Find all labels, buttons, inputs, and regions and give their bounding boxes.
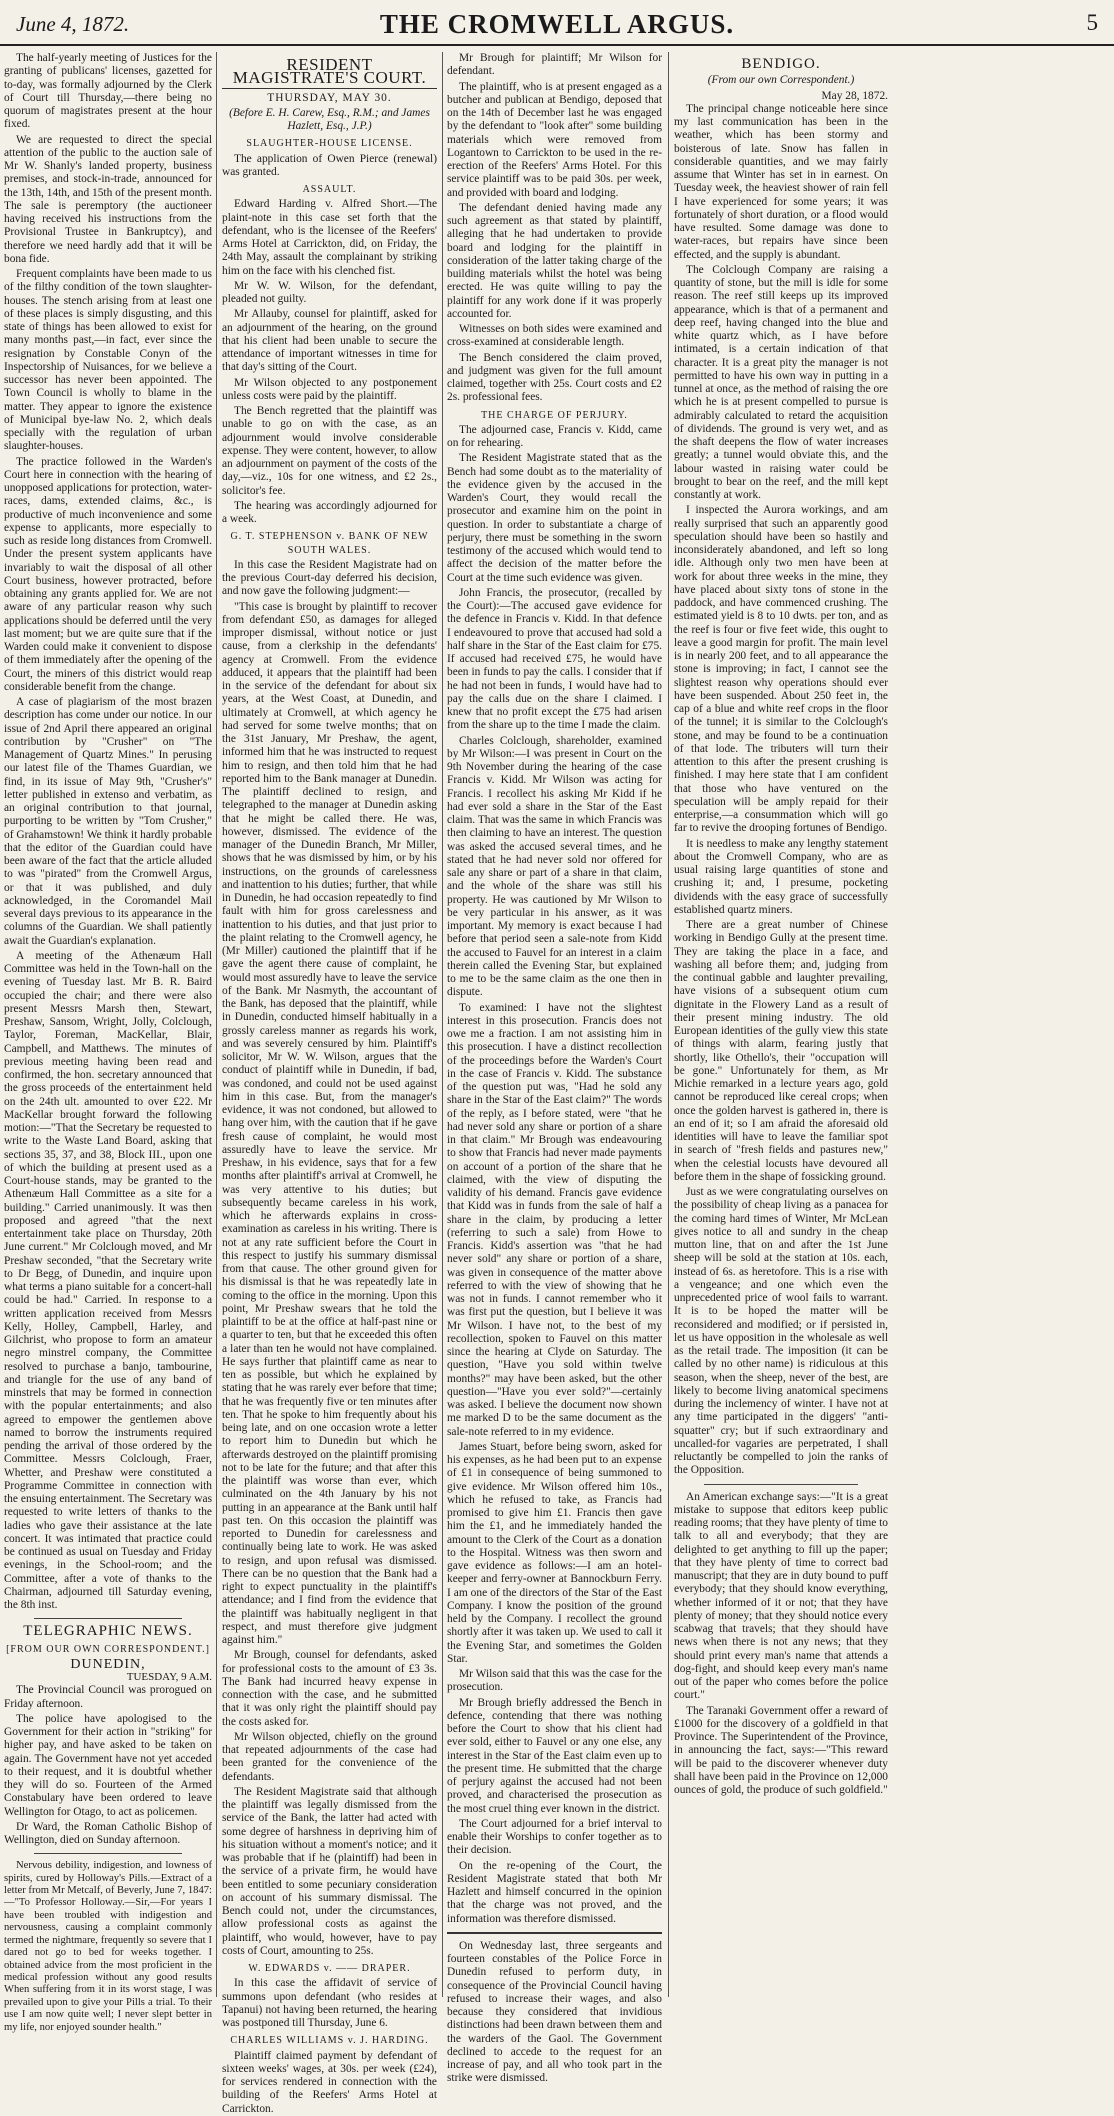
article-paragraph: The defendant denied having made any such agreement as that stated by plaintiff, alleging that he had undertaken to provide board and lodging for the plaintiff in consideration of the latter taking charge of the building materials whilst the hotel was being erected. He was quite willing to pay the plaintiff for any work done if it was properly accounted for. [447, 201, 662, 320]
article-paragraph: Mr Brough, counsel for defendants, asked for professional costs to the amount of £3 3s. The Bank had incurred heavy expense in connection with the case, and he submitted that it was only right the plaintiff should pay the costs asked for. [222, 1649, 437, 1728]
article-paragraph: We are requested to direct the special attention of the public to the auction sale of Mr W. Shanly's landed property, business premises, and stock-in-trade, announced for the 13th, 14th, and 15th of the present month. The sale is peremptory (the auctioneer having received his instructions from the Provisional Trustee in Bankruptcy), and therefore we need hardly add that it will be bona fide. [4, 133, 212, 265]
article-paragraph: Edward Harding v. Alfred Short.—The plaint-note in this case set forth that the defendant, who is the licensee of the Reefers' Arms Hotel at Carrickton, did, on Friday, the 24th May, assault the complainant by striking him on the face with his clenched fist. [222, 198, 437, 277]
column-4 [674, 52, 888, 1997]
section-heading: RESIDENT MAGISTRATE'S COURT. [222, 58, 437, 89]
subheading: W. EDWARDS v. —— DRAPER. [248, 1963, 411, 1974]
article-paragraph: There are a great number of Chinese working in Bendigo Gully at the present time. They are taking the place in a face, and washing all before them; and, judging from the continual gabble and laughter prevailing, have visions of a subsequent otium cum dignitate in the Flowery Land as a result of their present mining industry. The old European identities of the gully view this state of things with alarm, fearing justly that shortly, like Othello's, their "occupation will be gone." Unfortunately for them, as Mr Michie remarked in a lecture years ago, gold cannot be reproduced like cereal crops; when once the golden harvest is gathered in, there is an end of it; so I am afraid the aforesaid old identities will have to leave the familiar spot in search of "fresh fields and pastures new," when the celestial locusts have devoured all before them in the shape of fossicking ground. [674, 919, 888, 1183]
masthead [0, 0, 1114, 46]
subheading: SLAUGHTER-HOUSE LICENSE. [246, 138, 413, 150]
article-paragraph: The adjourned case, Francis v. Kidd, came on for rehearing. [447, 423, 662, 449]
article-paragraph: A meeting of the Athenæum Hall Committee was held in the Town-hall on the evening of Tuesday last. Mr B. R. Baird occupied the chair; and there were also present Messrs Marsh then, Stewart, Preshaw, Sansom, Wright, Jolly, Colclough, Taylor, Foreman, MacKellar, Blair, Campbell, and Matthews. The minutes of previous meeting having been read and confirmed, the hon. secretary announced that the gross proceeds of the entertainment held on the 24th ult. amounted to over £22. Mr MacKellar brought forward the following motion:—"That the Secretary be requested to write to the Waste Land Board, asking that sections 35, 37, and 38, Block III., upon one of which the building at present used as a Court-house stands, may be granted to the Athenæum Hall Committee as a site for a building." Carried unanimously. It was then proposed and agreed "that the next entertainment take place on Thursday, 20th June current." Mr Colclough moved, and Mr Preshaw seconded, "that the Secretary write to Dr Begg, of Dunedin, and inquire upon what terms a piano suitable for a concert-hall could be had." Carried. In response to a written application received from Messrs Kelly, Holley, Campbell, Harley, and Gilchrist, who propose to form an amateur negro minstrel company, the Committee resolved to purchase a banjo, tambourine, and triangle for the use of any band of minstrels that may be formed in connection with the popular entertainments; and also agreed to empower the gentlemen above named to borrow the instruments required pending the arrival of those ordered by the Committee. Messrs Colclough, Fraer, Whetter, and Preshaw were constituted a Programme Committee in connection with the ensuing entertainment. The Secretary was requested to write letters of thanks to the ladies who gave their assistance at the late concert. It was intimated that practice could be continued as usual on Tuesday and Friday evenings, in the School-room; and the Committee, after a vote of thanks to the Chairman, adjourned till Saturday evening, the 8th inst. [4, 949, 212, 1611]
article-paragraph: Mr W. W. Wilson, for the defendant, pleaded not guilty. [222, 279, 437, 305]
article-paragraph: The application of Owen Pierce (renewal) was granted. [222, 152, 437, 178]
article-paragraph: In this case the affidavit of service of summons upon defendant (who resides at Tapanui) not having been returned, the hearing was postponed till Thursday, June 6. [222, 1977, 437, 2029]
article-paragraph: Charles Colclough, shareholder, examined by Mr Wilson:—I was present in Court on the 9th November during the hearing of the case Francis v. Kidd. Mr Wilson was acting for Francis. I recollect his asking Mr Kidd if he had ever sold a share in the Star of the East claim. That was the same in which Francis was then claiming to have an interest. The question was asked the accused several times, and he stated that he had never sold nor offered for sale any share or part of a share in that claim, and the whole of the share was still his property. He was cautioned by Mr Wilson to be very particular in his answer, as it was important. My memory is exact because I had before that period seen a sale-note from Kidd the accused to Fauvel for an interest in a claim therein called the Evening Star, but explained to me to be the same claim as the one then in dispute. [447, 734, 662, 999]
article-paragraph: On Wednesday last, three sergeants and fourteen constables of the Police Force in Dunedin refused to perform duty, in consequence of the Provincial Council having refused to increase their wages, and also because they considered that invidious distinctions had been drawn between them and the warders of the Gaol. The Government declined to accede to the request for an increase of pay, and all who took part in the strike were dismissed. [447, 1939, 662, 2085]
telegram-paragraph: The police have apologised to the Government for their action in "striking" for higher pay, and have asked to be taken on again. The Government have not yet acceded to their request, and it is doubtful whether they will do so. Fourteen of the Armed Constabulary have been ordered to leave Wellington for Otago, to act as policemen. [4, 1712, 212, 1818]
article-paragraph: Plaintiff claimed payment by defendant of sixteen weeks' wages, at 30s. per week (£24), for services rendered in connection with the building of the Reefers' Arms Hotel at Carrickton. [222, 2049, 437, 2115]
article-paragraph: It is needless to make any lengthy statement about the Cromwell Company, who are as usual raising large quantities of stone and crushing it; and, I presume, pocketing dividends with the easy grace of successfully established quartz miners. [674, 837, 888, 916]
telegraphic-heading: TELEGRAPHIC NEWS. [23, 1623, 193, 1640]
article-paragraph: The Taranaki Government offer a reward of £1000 for the discovery of a goldfield in that Province. The Superintendent of the Province, in announcing the fact, says:—"This reward will be paid to the discoverer whenever duty shall have been paid in the Province on 12,000 ounces of gold, the produce of such goldfield." [674, 1704, 888, 1796]
divider [704, 1484, 858, 1485]
article-paragraph: The plaintiff, who is at present engaged as a butcher and publican at Bendigo, deposed that on the 14th of December last he was engaged by the defendant to "look after" some building materials which were removed from Logantown to Carrickton to be used in the re-erection of the Reefers' Arms Hotel. For this service plaintiff was to be paid 30s. per week, and provided with board and lodging. [447, 80, 662, 199]
divider [447, 1932, 662, 1934]
subheading: THE CHARGE OF PERJURY. [481, 409, 628, 421]
article-paragraph: The principal change noticeable here since my last communication has been in the weather, which has been stormy and boisterous of late. Snow has fallen in considerable quantities, and we may fairly assume that Winter has set in in earnest. On Tuesday week, the heaviest shower of rain fell I have experienced for some years; it was fortunately of short duration, or a flood would have resulted. Some damage was done to water-races, but repairs have since been effected, and the supply is abundant. [674, 102, 888, 261]
section-heading: BENDIGO. [741, 56, 821, 72]
subheading: CHARLES WILLIAMS v. J. HARDING. [230, 2035, 429, 2047]
article-paragraph: Mr Wilson objected, chiefly on the ground that repeated adjournments of the case had been granted for the convenience of the defendants. [222, 1730, 437, 1783]
subheading: ASSAULT. [302, 184, 357, 195]
column-rule [442, 52, 443, 1997]
article-paragraph: To examined: I have not the slightest interest in this prosecution. Francis does not owe me a fraction. I am not assisting him in this prosecution. I have a distinct recollection of the proceedings before the Warden's Court in the case of Francis v. Kidd. The substance of the question put was, "Had he sold any share in the Star of the East claim?" The words of the reply, as I before stated, were "that he had never sold any share or portion of a share in that claim." Mr Brough was endeavouring to show that Francis had never made payments on account of a portion of the share that he claimed, with the view of disputing the validity of his demand. Francis gave evidence that Kidd was in funds from the sale of half a share in the claim, by producing a letter (referring to such a sale) from Howe to Francis. Kidd's assertion was "that he had never sold" any share or portion of a share, was given in consequence of the matter above referred to with the view of showing that he was not in funds. I cannot remember who it was first put the question, but I believe it was Mr Wilson. I have not, to the best of my recollection, spoken to Fauvel on this matter since the hearing at Clyde on Saturday. The question, "Have you sold within twelve months?" may have been asked, but the other question—"Have you ever sold?"—certainly was asked. I believe the document now shown me marked D to be the same document as the sale-note referred to in my evidence. [447, 1001, 662, 1438]
column-1 [4, 52, 212, 2033]
article-paragraph: On the re-opening of the Court, the Resident Magistrate stated that both Mr Hazlett and himself concurred in the opinion that the charge was not proved, and the information was therefore dismissed. [447, 1859, 662, 1925]
correspondent-line: [FROM OUR OWN CORRESPONDENT.] [6, 1643, 210, 1655]
article-paragraph: An American exchange says:—"It is a great mistake to suppose that editors keep public reading rooms; that they have plenty of time to talk to all and everybody; that they are delighted to get anything to fill up the paper; that they have plenty of time to correct bad manuscript; that they are in duty bound to puff everybody; that they should know everything, whether informed of it or not; that they have plenty of money; that they should notice every scabwag that travels; that they should have news when there is not any news; that they should print every man's name that attends a dog-fight, and should keep every man's name out of the paper who comes before the police court." [674, 1490, 888, 1702]
issue-date: June 4, 1872. [16, 12, 130, 36]
subheading: G. T. STEPHENSON v. BANK OF NEW SOUTH WALES. [230, 531, 429, 556]
article-paragraph: Mr Allauby, counsel for plaintiff, asked for an adjournment of the hearing, on the ground that his client had been unable to secure the attendance of important witnesses in time for that day's sitting of the Court. [222, 308, 437, 374]
telegram-paragraph: The Provincial Council was prorogued on Friday afternoon. [4, 1684, 212, 1710]
column-2 [222, 52, 437, 2115]
telegram-paragraph: Dr Ward, the Roman Catholic Bishop of Wellington, died on Sunday afternoon. [4, 1820, 212, 1846]
article-paragraph: The half-yearly meeting of Justices for the granting of publicans' licenses, gazetted for to-day, was formally adjourned by the Clerk of Court till Thursday,—there being no quorum of magistrates present at the hour fixed. [4, 52, 212, 131]
article-paragraph: Witnesses on both sides were examined and cross-examined at considerable length. [447, 323, 662, 349]
bench-line: (Before E. H. Carew, Esq., R.M.; and James Hazlett, Esq., J.P.) [229, 106, 430, 132]
newspaper-title: THE CROMWELL ARGUS. [379, 9, 735, 39]
article-paragraph: In this case the Resident Magistrate had on the previous Court-day deferred his decision, and now gave the following judgment:— [222, 558, 437, 598]
article-paragraph: "This case is brought by plaintiff to recover from defendant £50, as damages for alleged improper dismissal, without notice or just cause, from a clerkship in the defendants' agency at Cromwell. From the evidence adduced, it appears that the plaintiff had been in the service of the defendant for about six years, at the West Coast, at Dunedin, and ultimately at Cromwell, at which agency he had served for some twelve months; that on the 31st January, Mr Preshaw, the agent, informed him that he was instructed to request him to resign, and then told him that he had reported him to the Bank manager at Dunedin. The plaintiff declined to resign, and telegraphed to the manager at Dunedin asking that he might be called there. He was, however, dismissed. The evidence of the manager of the Dunedin Branch, Mr Miller, shows that he was dismissed by him, or by his instructions, on the grounds of carelessness and inattention to his duties; further, that while in Dunedin, he had occasion repeatedly to find fault with him for gross carelessness and inattention to his duties, and that just prior to the plaint relating to the Cromwell agency, he (Mr Miller) cautioned the plaintiff that if he gave the agent there cause of complaint, he would most assuredly have to leave the service of the Bank. Mr Nasmyth, the accountant of the Bank, has deposed that the plaintiff, while in Dunedin, conducted himself habitually in a grossly careless manner as regards his work, and was severely censured by him. Plaintiff's solicitor, Mr W. W. Wilson, argues that the conduct of plaintiff while in Dunedin, if bad, was condoned, and could not be used against him in this case. But, from the manager's evidence, it was not condoned, but allowed to hang over him, with the caution that if he gave fresh cause of complaint, he would most assuredly have to leave the service. Mr Preshaw, in his evidence, says that for a few months after plaintiff's arrival at Cromwell, he was very attentive to his duties; but subsequently became careless in his work, which he afterwards explains in cross-examination as careless in his writing. There is not at any rate sufficient before the Court in this respect to justify his summary dismissal from that cause. The other ground given for his dismissal is that he was repeatedly late in coming to the office in the morning. Upon this point, Mr Preshaw swears that he told the plaintiff to be at the office at half-past nine or a quarter to ten, but that he exceeded this often a later than ten he would not have complained. He says further that plaintiff came as near to ten as possible, but which he explained by stating that he was rarely ever before that time; that he was frequently five or ten minutes after ten. That he spoke to him frequently about his being late, and on one occasion wrote a letter to report him to Dunedin but which he afterwards destroyed on the plaintiff promising not to be late for the future; and that after this the plaintiff was worse than ever, which culminated on the 4th January by his not putting in an appearance at the Bank until half past ten. On this occasion the plaintiff was reported to Dunedin for carelessness and continually being late to work. He was asked to resign, and upon refusal was dismissed. There can be no question that the Bank had a right to expect punctuality in the plaintiff's attendance; and I find from the evidence that the plaintiff was habitually negligent in that respect, and must therefore give judgment against him." [222, 600, 437, 1646]
article-paragraph: The Court adjourned for a brief interval to enable their Worships to confer together as to their decision. [447, 1817, 662, 1857]
article-paragraph: The Bench considered the claim proved, and judgment was given for the full amount claimed, together with 25s. Court costs and £2 2s. professional fees. [447, 351, 662, 404]
column-rule [668, 52, 669, 1997]
column-3 [447, 52, 662, 2085]
article-paragraph: A case of plagiarism of the most brazen description has come under our notice. In our issue of 2nd April there appeared an original contribution by "Crusher" on "The Management of Quartz Mines." In perusing our latest file of the Thames Guardian, we find, in its issue of May 9th, "Crusher's" letter published in extenso and verbatim, as an original contribution to that journal, purporting to be written by "Tom Crusher," of Grahamstown! We think it hardly probable that the editor of the Guardian could have been aware of the fact that the article alluded to was "pirated" from the Cromwell Argus, or that it was published, and duly acknowledged, in the Coromandel Mail several days previous to its appearance in the columns of the Guardian. We shall patiently await the Guardian's explanation. [4, 696, 212, 947]
article-paragraph: James Stuart, before being sworn, asked for his expenses, as he had been put to an expense of £1 in consequence of being summoned to give evidence. Mr Wilson offered him 10s., which he refused to take, as Francis had promised to give him £1. Francis then gave him the £1, and he immediately handed the amount to the Clerk of the Court as a donation to the Hospital. Witness was then sworn and gave evidence as follows:—I am an hotel-keeper and ferry-owner at Bannockburn Ferry. I am one of the directors of the Star of the East Company. I know the position of the ground held by the Company. I recollect the ground shortly after it was taken up. We used to call it the Evening Star, and sometimes the Golden Star. [447, 1440, 662, 1665]
article-paragraph: The Bench regretted that the plaintiff was unable to go on with the case, as an adjournment would involve considerable expense. They were content, however, to allow an adjournment on payment of the costs of the day,—viz., 10s for one witness, and £2 2s., solicitor's fee. [222, 405, 437, 497]
article-paragraph: Mr Wilson objected to any postponement unless costs were paid by the plaintiff. [222, 376, 437, 402]
article-paragraph: The Resident Magistrate said that although the plaintiff was legally dismissed from the service of the Bank, the latter had acted with some degree of harshness in depriving him of his situation without a moment's notice; and it was probable that if he (plaintiff) had been in the service of a private firm, he would have been entitled to some pecuniary consideration on account of his summary dismissal. The Bench could not, under the circumstances, allow professional costs as against the plaintiff, who would, however, have to pay costs of Court, amounting to 25s. [222, 1785, 437, 1957]
article-paragraph: The Resident Magistrate stated that as the Bench had some doubt as to the materiality of the evidence given by the accused in the Warden's Court, they would recall the prosecutor and examine him on the point in question. In order to substantiate a charge of perjury, there must be something in the sworn testimony of the accused which would tend to affect the decision of the matter before the Court at the time such evidence was given. [447, 452, 662, 584]
article-paragraph: The hearing was accordingly adjourned for a week. [222, 499, 437, 525]
advertisement: Nervous debility, indigestion, and lowness of spirits, cured by Holloway's Pills.—Extract of a letter from Mr Metcalf, of Beverly, June 7, 1847:—"To Professor Holloway.—Sir,—For years I have been troubled with indigestion and nervousness, causing a complaint commonly termed the nightmare, frequently so severe that I dared not go to bed for weeks together. I obtained advice from the most proficient in the medical profession without any good results When suffering from it in its worst stage, I was prevailed upon to give your Pills a trial. To their use I am now quite well; I never slept better in my life, nor enjoyed sounder health." [4, 1860, 212, 2033]
dateline-place: DUNEDIN, [70, 1656, 146, 1672]
article-paragraph: The practice followed in the Warden's Court here in connection with the hearing of unopposed applications for protection, water-races, dams, extended claims, &c., is productive of much inconvenience and some expense to applicants, more especially to such as reside long distances from Cromwell. Under the present system applicants have invariably to wait the disposal of all other Court business, however protracted, before obtaining any grants applied for. We are not aware of any particular reason why such applications should be deferred until the very last moment; but we are quite sure that if the Warden could make it convenient to dispose of them immediately after the opening of the Court, the miners of this district would reap considerable benefit from the change. [4, 455, 212, 693]
page-number: 5 [1086, 10, 1098, 35]
divider [34, 1618, 182, 1619]
article-paragraph: Frequent complaints have been made to us of the filthy condition of the town slaughter-houses. The stench arising from at least one of these places is simply disgusting, and this state of things has been allowed to exist for many months past,—in fact, ever since the resignation by Constable Conyn of the Inspectorship of Nuisances, for we believe a successor has never been appointed. The Town Council is wholly to blame in the matter. They appear to ignore the existence of Municipal bye-law No. 2, which deals specially with the regulation of urban slaughter-houses. [4, 268, 212, 453]
article-paragraph: I inspected the Aurora workings, and am really surprised that such an apparently good speculation should have been so hastily and inconsiderately abandoned, and left so long idle. Although only two men have been at work for about three weeks in the mine, they have placed about sixty tons of stone in the paddock, and have commenced crushing. The estimated yield is 8 to 10 dwts. per ton, and as the reef is four or five feet wide, this ought to leave a good margin for profit. The main level is in nearly 200 feet, and to all appearance the stone is improving; in fact, I cannot see the slightest reason why operations should ever have been suspended. About 250 feet in, the cap of a blue and white reef crops in the floor of the tunnel; it is similar to the Colclough's stone, and may be found to be a continuation of that lode. The tributers will turn their attention to this after the present crushing is finished. I may here state that I am confident that those who have ventured on the speculation will be amply repaid for their enterprise,—a consummation which will go far to revive the drooping fortunes of Bendigo. [674, 504, 888, 835]
article-paragraph: Mr Brough for plaintiff; Mr Wilson for defendant. [447, 52, 662, 78]
article-paragraph: John Francis, the prosecutor, (recalled by the Court):—The accused gave evidence for the defence in Francis v. Kidd. In that defence I endeavoured to prove that accused had sold a half share in the Star of the East claim for £75. If accused had received £75, he would have been in funds to pay the calls. I consider that if he had not been in funds, I would have had to pay the calls due on the share I claimed. I knew that no profit except the £75 had arisen from the share up to the time I made the claim. [447, 586, 662, 732]
correspondent-line: (From our own Correspondent.) [707, 74, 855, 87]
court-date: THURSDAY, MAY 30. [267, 91, 392, 104]
dateline-time: TUESDAY, 9 A.M. [126, 1671, 212, 1683]
article-paragraph: The Colclough Company are raising a quantity of stone, but the mill is idle for some reason. The reef still keeps up its improved appearance, which is that of a permanent and deep reef, having changed into the blue and white quartz which, as I have before intimated, is a certain indication of that character. It is a great pity the manager is not permitted to have his own way in putting in a tunnel at once, as the method of raising the ore which he is at present compelled to pursue is admirably calculated to retard the acquisition of dividends. The ground is very wet, and as the shaft deepens the flow of water increases greatly; a tunnel would obviate this, and the labour wasted in raising water could be brought to bear on the reef, and the mill kept constantly at work. [674, 263, 888, 501]
article-paragraph: Mr Brough briefly addressed the Bench in defence, contending that there was nothing before the Court to show that his client had ever sold, either to Fauvel or any one else, any interest in the Star of the East claim even up to the present time. He submitted that the charge of perjury against the accused had not been proved, and characterised the prosecution as the most cruel thing ever known in the district. [447, 1696, 662, 1815]
column-rule [216, 52, 217, 1997]
divider [34, 1853, 182, 1854]
dispatch-date: May 28, 1872. [821, 89, 888, 102]
article-paragraph: Just as we were congratulating ourselves on the possibility of cheap living as a panacea for the coming hard times of Winter, Mr McLean gives notice to all and sundry in the cheap mutton line, that on and after the 1st June sheep will be sold at the station at 10s. each, instead of 6s. as heretofore. This is a rise with a vengeance; and one which even the unprecedented price of wool fails to warrant. It is to be hoped the matter will be reconsidered and modified; or if persisted in, let us have opposition in the wholesale as well as the retail trade. The imposition (it can be called by no other name) is ridiculous at this season, when the sheep, never of the best, are likely to become living anatomical specimens during the inclemency of winter. I have not at any time participated in the diggers' "anti-squatter" cry; but if such extraordinary and uncalled-for vagaries are perpetrated, I shall reluctantly be compelled to join the ranks of the Opposition. [674, 1186, 888, 1477]
article-paragraph: Mr Wilson said that this was the case for the prosecution. [447, 1668, 662, 1694]
